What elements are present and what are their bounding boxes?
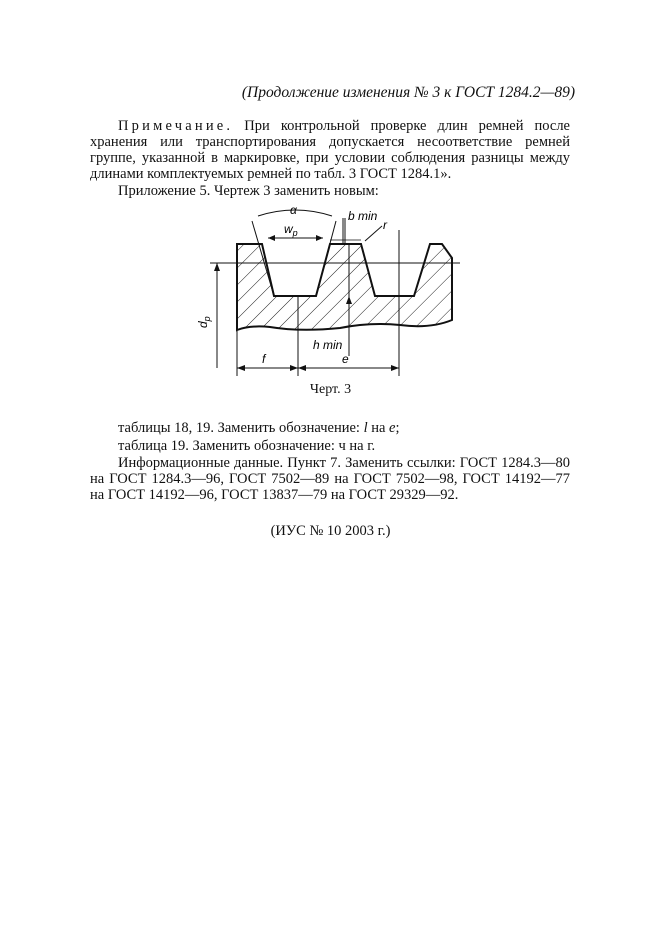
belt-pulley-drawing <box>190 196 470 386</box>
note-label: Примечание. <box>118 118 234 134</box>
page-header: (Продолжение изменения № 3 к ГОСТ 1284.2—89) <box>241 84 575 101</box>
hatched-profile <box>237 244 452 330</box>
info-paragraph: Информационные данные. Пункт 7. Заменить ссылки: ГОСТ 1284.3—80 на ГОСТ 1284.3—96, ГОСТ 7502—89 на ГОСТ 7502—98, ГОСТ 14192—77 на ГОСТ 14192—96, ГОСТ 13837—79 на ГОСТ 29329—92. <box>90 455 570 503</box>
footer-source: (ИУС № 10 2003 г.) <box>270 523 391 539</box>
figure-drawing <box>190 196 470 386</box>
dp-label: $d_p$ <box>196 316 212 328</box>
wp-label: $w_p$ <box>284 222 298 238</box>
hmin-label: h min <box>313 338 343 352</box>
table19-line: таблица 19. Заменить обозначение: ч на г. <box>118 438 376 454</box>
e-label: e <box>342 352 349 366</box>
note-paragraph <box>90 118 570 182</box>
note-text: При контрольной проверке длин ремней после хранения или транспортирования допускается несоответствие ремней группе, указанной в маркировке, при условии соблюдения разницы между длинами комплектуемых ремней по табл. 3 ГОСТ 1284.1». <box>90 118 570 182</box>
figure-caption: Черт. 3 <box>309 382 352 397</box>
bmin-label: b min <box>348 209 378 223</box>
tables-line: таблицы 18, 19. Заменить обозначение: l на e; <box>118 420 400 436</box>
f-label: f <box>262 352 266 366</box>
r-label: r <box>383 218 387 232</box>
appendix-line: Приложение 5. Чертеж 3 заменить новым: <box>118 183 379 199</box>
alpha-label: α <box>290 203 297 217</box>
